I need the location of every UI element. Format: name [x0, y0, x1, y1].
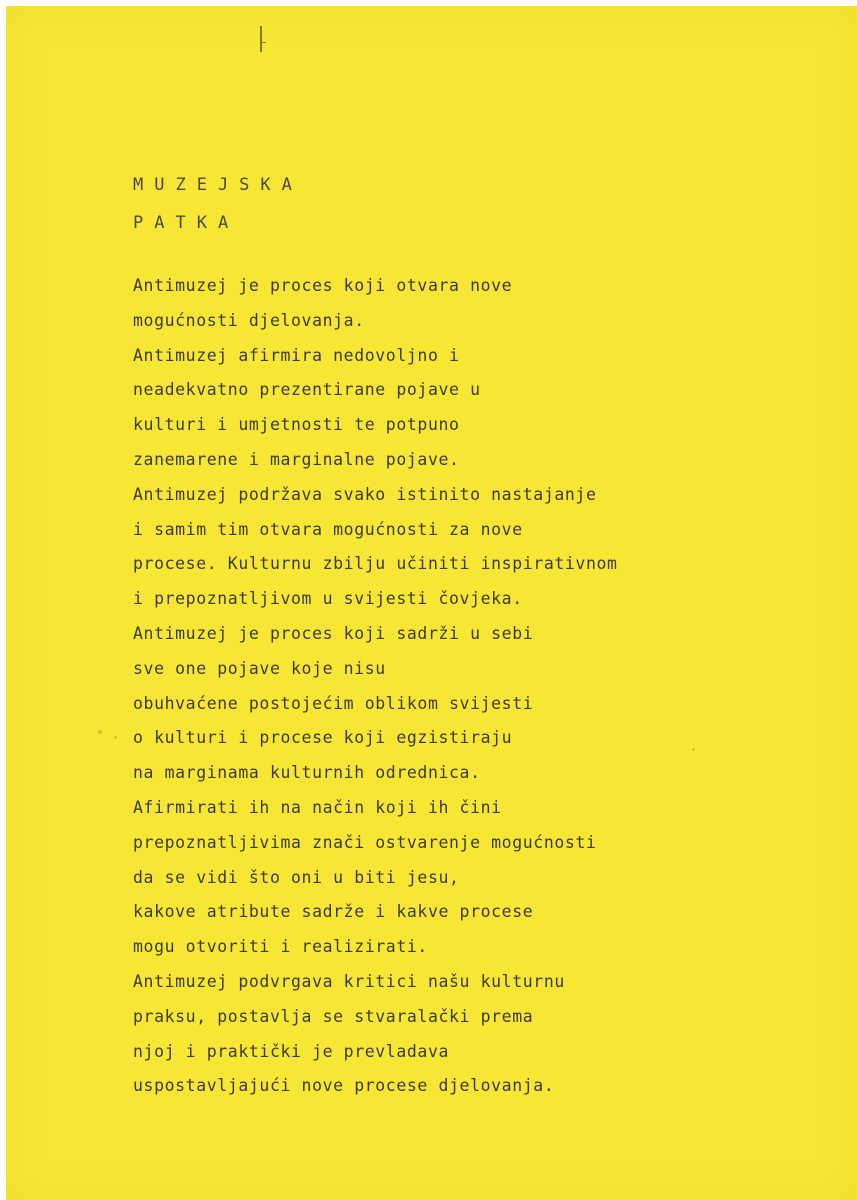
text-line: sve one pojave koje nisu [133, 658, 386, 678]
text-line: Antimuzej je proces koji sadrži u sebi [133, 623, 534, 643]
text-line: neadekvatno prezentirane pojave u [133, 380, 481, 400]
text-line: o kulturi i procese koji egzistiraju [133, 728, 513, 748]
text-line: obuhvaćene postojećim oblikom svijesti [133, 693, 534, 713]
text-line: mogu otvoriti i realizirati. [133, 937, 428, 957]
text-line: kulturi i umjetnosti te potpuno [133, 415, 460, 435]
text-line: Afirmirati ih na način koji ih čini [133, 797, 502, 817]
text-line: mogućnosti djelovanja. [133, 310, 365, 330]
typewritten-body [133, 269, 753, 1104]
title-line-2: PATKA [133, 213, 240, 233]
text-line: kakove atribute sadrže i kakve procese [133, 902, 534, 922]
title-line-1: MUZEJSKA [133, 175, 303, 195]
text-line: da se vidi što oni u biti jesu, [133, 867, 460, 887]
text-line: Antimuzej afirmira nedovoljno i [133, 345, 460, 365]
text-line: i samim tim otvara mogućnosti za nove [133, 519, 523, 539]
text-line: Antimuzej podvrgava kritici našu kulturnu [133, 971, 565, 991]
document-title [133, 166, 303, 242]
text-line: i prepoznatljivom u svijesti čovjeka. [133, 589, 523, 609]
text-line: na marginama kulturnih odrednica. [133, 763, 481, 783]
text-line: njoj i praktički je prevladava [133, 1041, 450, 1061]
text-line: uspostavljajući nove procese djelovanja. [133, 1076, 555, 1096]
text-line: zanemarene i marginalne pojave. [133, 449, 460, 469]
text-line: procese. Kulturnu zbilju učiniti inspirativnom [133, 554, 618, 574]
paper-speck [114, 736, 117, 739]
text-line: praksu, postavlja se stvaralački prema [133, 1006, 534, 1026]
paper-speck [98, 730, 102, 734]
text-line: Antimuzej podržava svako istinito nastajanje [133, 484, 597, 504]
pen-mark [260, 26, 262, 52]
text-line: prepoznatljivima znači ostvarenje mogućnosti [133, 832, 597, 852]
text-line: Antimuzej je proces koji otvara nove [133, 276, 513, 295]
paper-sheet [6, 6, 857, 1200]
